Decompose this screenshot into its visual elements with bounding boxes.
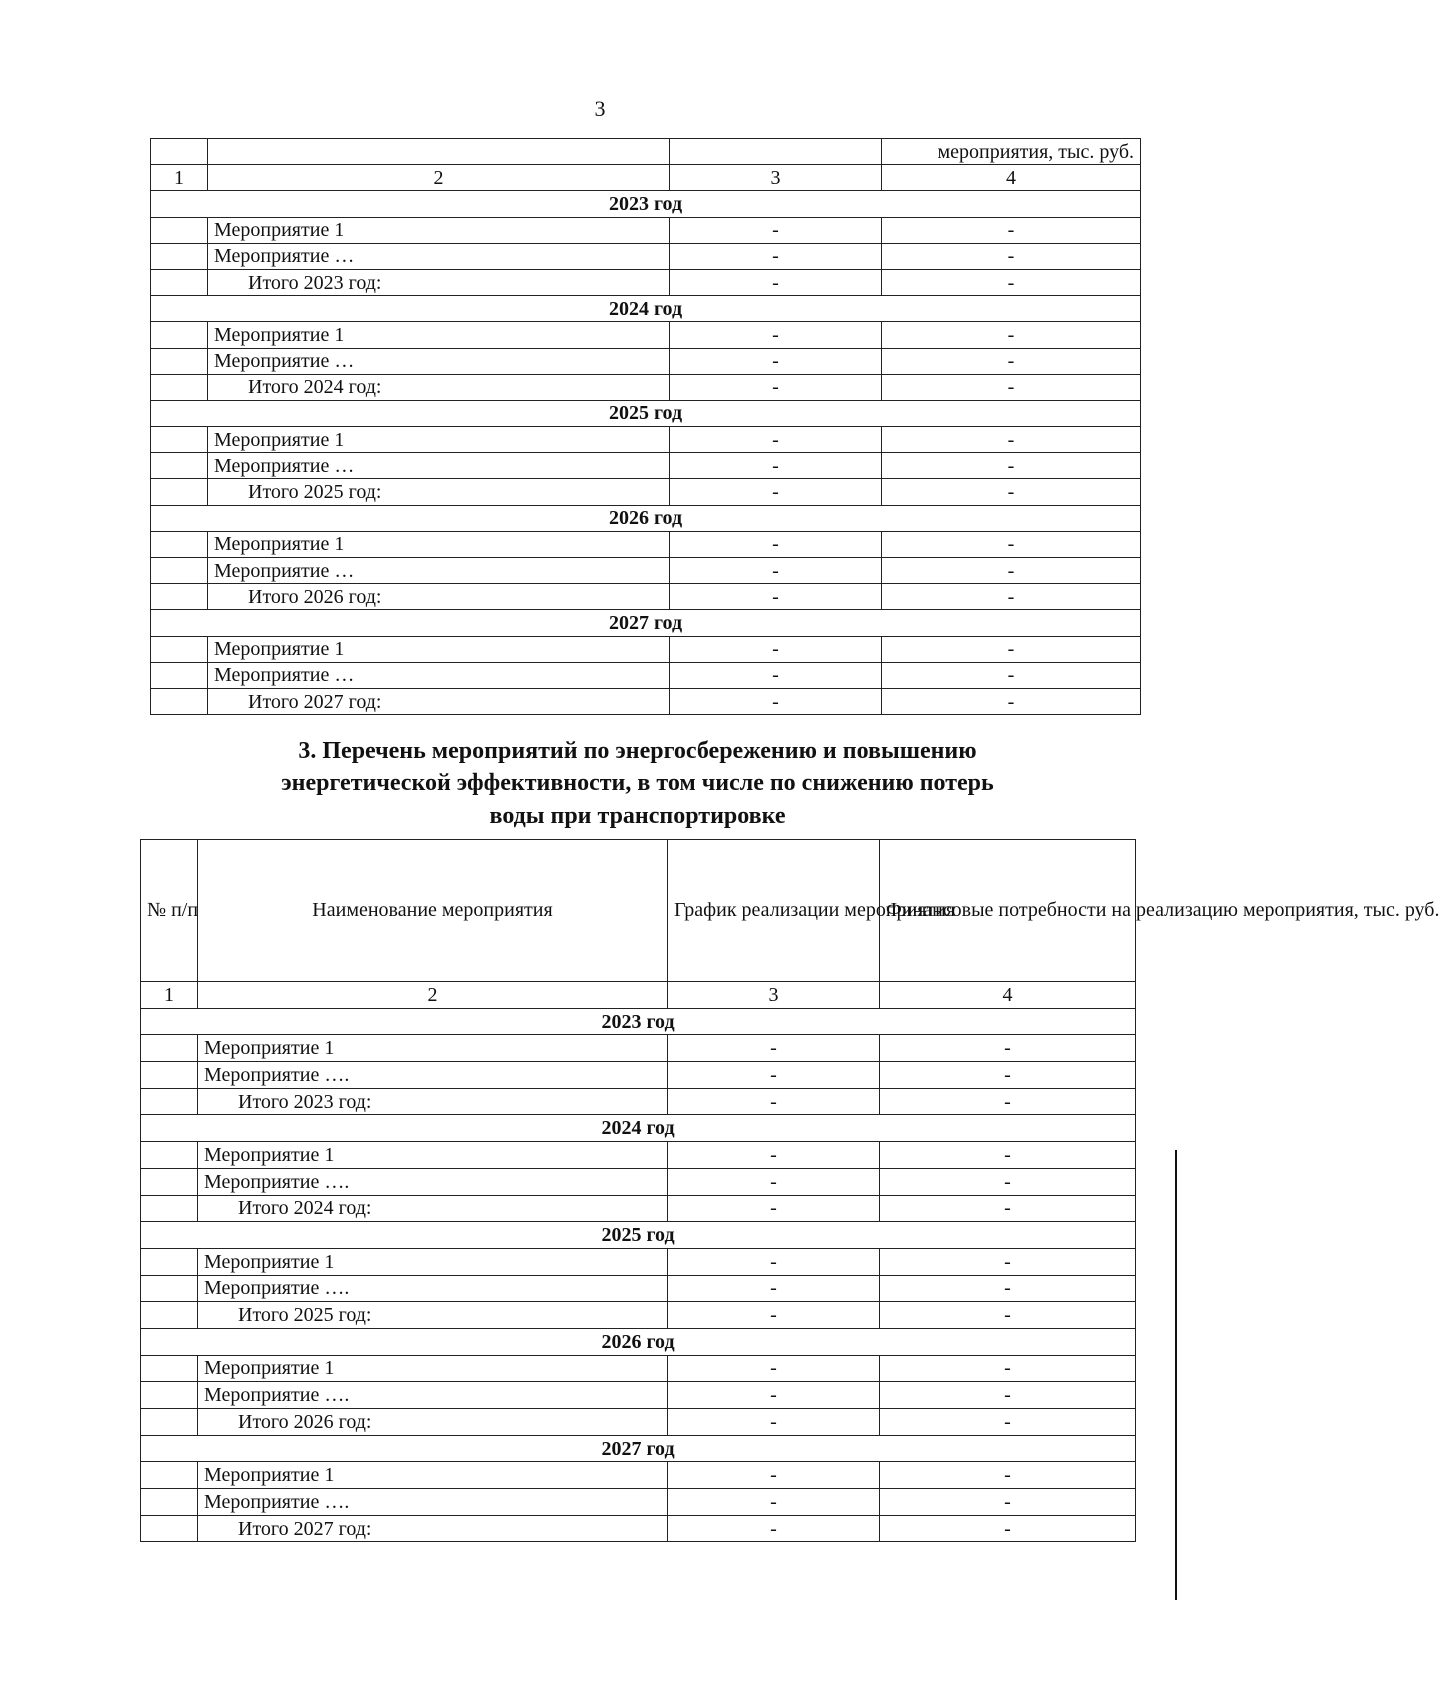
schedule-value: - [668,1302,880,1329]
finance-value: - [880,1355,1136,1382]
column-number-row [141,982,1136,1009]
row-number-cell [141,1275,198,1302]
row-number-cell [141,1409,198,1436]
row-number-cell [151,374,208,400]
section-title-line: воды при транспортировке [489,802,786,829]
event-name: Итого 2024 год: [198,1195,668,1222]
table-row [151,558,1141,584]
row-number-cell [151,453,208,479]
table-row [141,1062,1136,1089]
column-number: 4 [882,165,1141,191]
table-row [151,269,1141,295]
row-number-cell [151,427,208,453]
year-row [151,400,1141,426]
finance-value: - [882,558,1141,584]
schedule-value: - [670,453,882,479]
row-number-cell [141,1248,198,1275]
finance-value: - [882,217,1141,243]
column-number-row [151,165,1141,191]
schedule-value: - [668,1355,880,1382]
event-name: Мероприятие 1 [198,1248,668,1275]
event-name: Мероприятие … [208,453,670,479]
table-row [141,1088,1136,1115]
finance-value: - [882,531,1141,557]
finance-value: - [882,584,1141,610]
year-row [151,505,1141,531]
row-number-cell [151,243,208,269]
year-label: 2024 год [141,1115,1136,1142]
event-name: Итого 2027 год: [208,688,670,714]
year-label: 2027 год [141,1435,1136,1462]
finance-value: - [880,1462,1136,1489]
table1-body [151,191,1141,715]
event-name: Мероприятие 1 [208,427,670,453]
row-number-cell [151,584,208,610]
finance-value: - [882,636,1141,662]
table-row [141,1382,1136,1409]
row-number-cell [141,1035,198,1062]
year-row [141,1435,1136,1462]
event-name: Мероприятие 1 [208,322,670,348]
schedule-value: - [670,688,882,714]
event-name: Мероприятие … [208,558,670,584]
schedule-value: - [668,1515,880,1542]
row-number-cell [141,1302,198,1329]
year-label: 2026 год [151,505,1141,531]
header-cell [208,139,670,165]
finance-value: - [880,1489,1136,1516]
table-row [141,1195,1136,1222]
table-row [151,374,1141,400]
row-number-cell [141,1195,198,1222]
header-event-name: Наименование мероприятия [198,840,668,982]
schedule-value: - [670,636,882,662]
schedule-value: - [670,479,882,505]
finance-value: - [882,269,1141,295]
schedule-value: - [668,1462,880,1489]
row-number-cell [151,531,208,557]
schedule-value: - [668,1168,880,1195]
schedule-value: - [670,584,882,610]
table-row [151,322,1141,348]
schedule-value: - [668,1489,880,1516]
finance-value: - [880,1382,1136,1409]
table-row [151,636,1141,662]
year-row [141,1115,1136,1142]
column-number: 4 [880,982,1136,1009]
table-row [141,1462,1136,1489]
table-row [151,348,1141,374]
table-row [151,688,1141,714]
schedule-value: - [670,374,882,400]
table-row [141,1409,1136,1436]
column-number: 1 [151,165,208,191]
finance-value: - [882,662,1141,688]
year-row [141,1008,1136,1035]
year-row [141,1222,1136,1249]
event-name: Мероприятие 1 [208,636,670,662]
table-row [141,1489,1136,1516]
row-number-cell [141,1355,198,1382]
finance-value: - [882,322,1141,348]
year-row [151,610,1141,636]
row-number-cell [141,1489,198,1516]
header-finance: Финансовые потребности на реализацию мероприятия, тыс. руб. [880,840,1136,982]
finance-value: - [880,1142,1136,1169]
event-name: Мероприятие 1 [198,1462,668,1489]
event-name: Мероприятие 1 [198,1035,668,1062]
schedule-value: - [670,662,882,688]
row-number-cell [141,1062,198,1089]
row-number-cell [151,269,208,295]
table-row [151,479,1141,505]
finance-value: - [882,453,1141,479]
event-name: Итого 2025 год: [198,1302,668,1329]
row-number-cell [151,479,208,505]
finance-value: - [882,374,1141,400]
header-number: № п/п [141,840,198,982]
column-number: 1 [141,982,198,1009]
table-row [151,531,1141,557]
finance-value: - [882,243,1141,269]
table-row [141,1168,1136,1195]
event-name: Итого 2024 год: [208,374,670,400]
schedule-value: - [670,322,882,348]
year-row [151,296,1141,322]
schedule-value: - [670,269,882,295]
row-number-cell [151,217,208,243]
schedule-value: - [668,1088,880,1115]
row-number-cell [151,348,208,374]
events-table-continued [150,138,1141,715]
finance-value: - [880,1035,1136,1062]
schedule-value: - [670,348,882,374]
schedule-value: - [668,1062,880,1089]
event-name: Мероприятие … [208,662,670,688]
row-number-cell [141,1142,198,1169]
header-cell [670,139,882,165]
table2-body [141,1008,1136,1542]
row-number-cell [151,558,208,584]
table-header-continuation-row [151,139,1141,165]
event-name: Мероприятие …. [198,1382,668,1409]
schedule-value: - [668,1035,880,1062]
event-name: Итого 2026 год: [208,584,670,610]
finance-value: - [882,348,1141,374]
schedule-value: - [668,1382,880,1409]
row-number-cell [151,322,208,348]
event-name: Итого 2026 год: [198,1409,668,1436]
column-number: 3 [668,982,880,1009]
column-number: 3 [670,165,882,191]
event-name: Мероприятие …. [198,1275,668,1302]
page-number: 3 [594,96,606,121]
table-row [151,217,1141,243]
table-row [141,1142,1136,1169]
event-name: Мероприятие … [208,348,670,374]
schedule-value: - [668,1248,880,1275]
finance-value: - [880,1302,1136,1329]
table-row [141,1275,1136,1302]
table-row [151,662,1141,688]
year-label: 2026 год [141,1328,1136,1355]
event-name: Итого 2023 год: [198,1088,668,1115]
table-row [141,1302,1136,1329]
finance-value: - [880,1275,1136,1302]
finance-value: - [880,1062,1136,1089]
year-label: 2025 год [141,1222,1136,1249]
energy-saving-events-table [140,839,1439,1542]
year-label: 2023 год [151,191,1141,217]
year-label: 2024 год [151,296,1141,322]
finance-value: - [880,1088,1136,1115]
table-row [141,1355,1136,1382]
table-row [151,243,1141,269]
table-row [141,1515,1136,1542]
event-name: Мероприятие 1 [198,1142,668,1169]
event-name: Мероприятие …. [198,1489,668,1516]
year-row [151,191,1141,217]
finance-value: - [882,427,1141,453]
column-number: 2 [198,982,668,1009]
row-number-cell [151,636,208,662]
schedule-value: - [670,531,882,557]
row-number-cell [151,688,208,714]
table-header-row [141,840,1136,982]
section-title-line: энергетической эффективности, в том числе по снижению потерь [281,770,994,797]
schedule-value: - [668,1409,880,1436]
section-title [140,735,1135,832]
section-title-line: 3. Перечень мероприятий по энергосбережению и повышению [298,738,977,764]
event-name: Итого 2027 год: [198,1515,668,1542]
finance-value: - [882,688,1141,714]
schedule-value: - [670,427,882,453]
schedule-value: - [668,1142,880,1169]
table-row [151,584,1141,610]
schedule-value: - [670,217,882,243]
row-number-cell [151,662,208,688]
finance-value: - [880,1195,1136,1222]
table-row [151,427,1141,453]
row-number-cell [141,1462,198,1489]
row-number-cell [141,1382,198,1409]
finance-value: - [880,1409,1136,1436]
event-name: Мероприятие 1 [198,1355,668,1382]
event-name: Итого 2023 год: [208,269,670,295]
schedule-value: - [670,243,882,269]
header-cell [151,139,208,165]
table-row [151,453,1141,479]
finance-value: - [880,1168,1136,1195]
event-name: Мероприятие 1 [208,217,670,243]
row-number-cell [141,1515,198,1542]
row-number-cell [141,1088,198,1115]
event-name: Мероприятие 1 [208,531,670,557]
event-name: Итого 2025 год: [208,479,670,505]
year-row [141,1328,1136,1355]
schedule-value: - [668,1275,880,1302]
scan-edge-line [1175,1150,1177,1600]
event-name: Мероприятие …. [198,1168,668,1195]
table-row [141,1248,1136,1275]
header-schedule: График реализации мероприятия [668,840,880,982]
table-row [141,1035,1136,1062]
finance-value: - [880,1515,1136,1542]
year-label: 2023 год [141,1008,1136,1035]
column-number: 2 [208,165,670,191]
event-name: Мероприятие …. [198,1062,668,1089]
finance-value: - [882,479,1141,505]
header-cell-finance: мероприятия, тыс. руб. [882,139,1141,165]
year-label: 2025 год [151,400,1141,426]
row-number-cell [141,1168,198,1195]
schedule-value: - [668,1195,880,1222]
finance-value: - [880,1248,1136,1275]
event-name: Мероприятие … [208,243,670,269]
year-label: 2027 год [151,610,1141,636]
schedule-value: - [670,558,882,584]
